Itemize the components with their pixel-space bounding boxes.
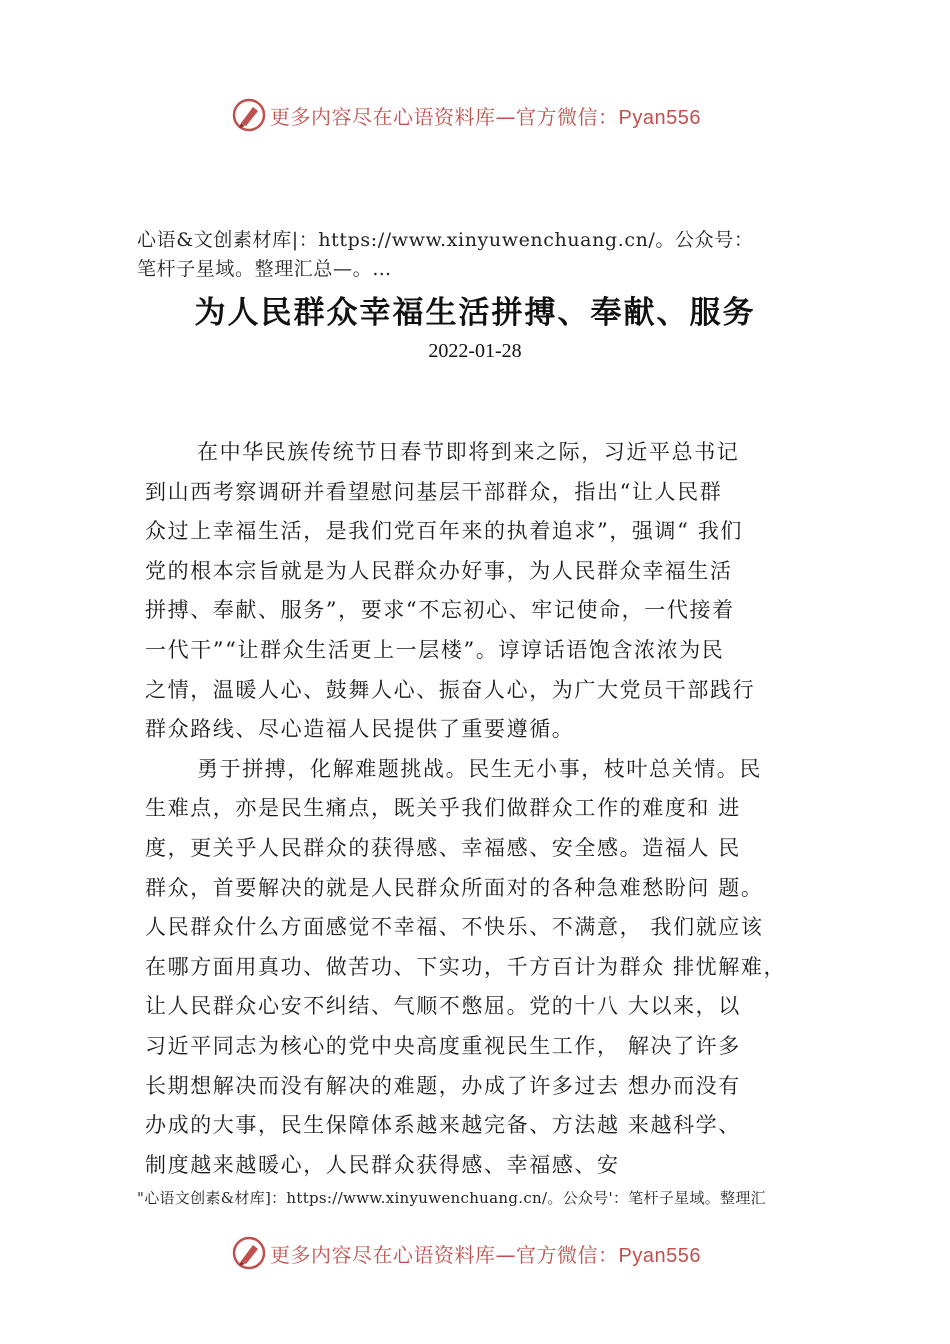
text-line: 群众路线、尽心造福人民提供了重要遵循。 (145, 717, 575, 742)
header-note (137, 226, 837, 284)
header-note-line: 心语&文创素材库|：https://www.xinyuwenchuang.cn/。公众号： (137, 229, 754, 251)
text-line: 众过上幸福生活，是我们党百年来的执着追求”，强调“ 我们 (145, 519, 743, 544)
text-line: 党的根本宗旨就是为人民群众办好事，为人民群众幸福生活 (145, 558, 733, 583)
text-line: 之情，温暖人心、鼓舞人心、振奋人心，为广大党员干部践行 (145, 677, 756, 702)
article-date: 2022-01-28 (428, 340, 522, 362)
text-line: 在哪方面用真功、做苦功、下实功，千方百计为群众 排忧解难， (145, 954, 787, 979)
footer-note: "心语文创素&材库]：https://www.xinyuwenchuang.cn/。公众号'：笔杆子星域。整理汇 (137, 1189, 766, 1207)
bottom-banner (0, 1231, 950, 1275)
text-line: 勇于拼搏，化解难题挑战。民生无小事，枝叶总关情。民 (197, 756, 762, 781)
text-line: 让人民群众心安不纠结、气顺不憋屈。党的十八 大以来，以 (145, 994, 741, 1019)
text-line: 生难点，亦是民生痛点，既关乎我们做群众工作的难度和 进 (145, 796, 741, 821)
text-line: 到山西考察调研并看望慰问基层干部群众，指出“让人民群 (145, 479, 723, 504)
header-note-line: 笔杆子星域。整理汇总—。… (137, 258, 392, 280)
banner-text: 更多内容尽在心语资料库—官方微信：Pyan556 (270, 1242, 701, 1267)
text-line: 群众，首要解决的就是人民群众所面对的各种急难愁盼问 题。 (145, 875, 764, 900)
banner-text: 更多内容尽在心语资料库—官方微信：Pyan556 (270, 104, 701, 129)
text-line: 度，更关乎人民群众的获得感、幸福感、安全感。造福人 民 (145, 835, 741, 860)
article-body (145, 433, 825, 1185)
text-line: 办成的大事，民生保障体系越来越完备、方法越 来越科学、 (145, 1113, 741, 1138)
text-line: 一代干”“让群众生活更上一层楼”。谆谆话语饱含浓浓为民 (145, 637, 725, 662)
text-line: 在中华民族传统节日春节即将到来之际，习近平总书记 (197, 440, 740, 464)
pen-logo-icon (232, 98, 266, 132)
text-line: 长期想解决而没有解决的难题，办成了许多过去 想办而没有 (145, 1073, 741, 1098)
text-line: 习近平同志为核心的党中央高度重视民生工作， 解决了许多 (145, 1033, 741, 1058)
top-banner (0, 93, 950, 137)
article-title: 为人民群众幸福生活拼搏、奉献、服务 (194, 295, 756, 331)
paragraph (145, 433, 825, 750)
text-line: 拼搏、奉献、服务”，要求“不忘初心、牢记使命，一代接着 (145, 598, 735, 623)
paragraph (145, 750, 825, 1186)
text-line: 制度越来越暖心，人民群众获得感、幸福感、安 (145, 1152, 620, 1177)
text-line: 人民群众什么方面感觉不幸福、不快乐、不满意， 我们就应该 (145, 915, 764, 940)
pen-logo-icon (232, 1236, 266, 1270)
